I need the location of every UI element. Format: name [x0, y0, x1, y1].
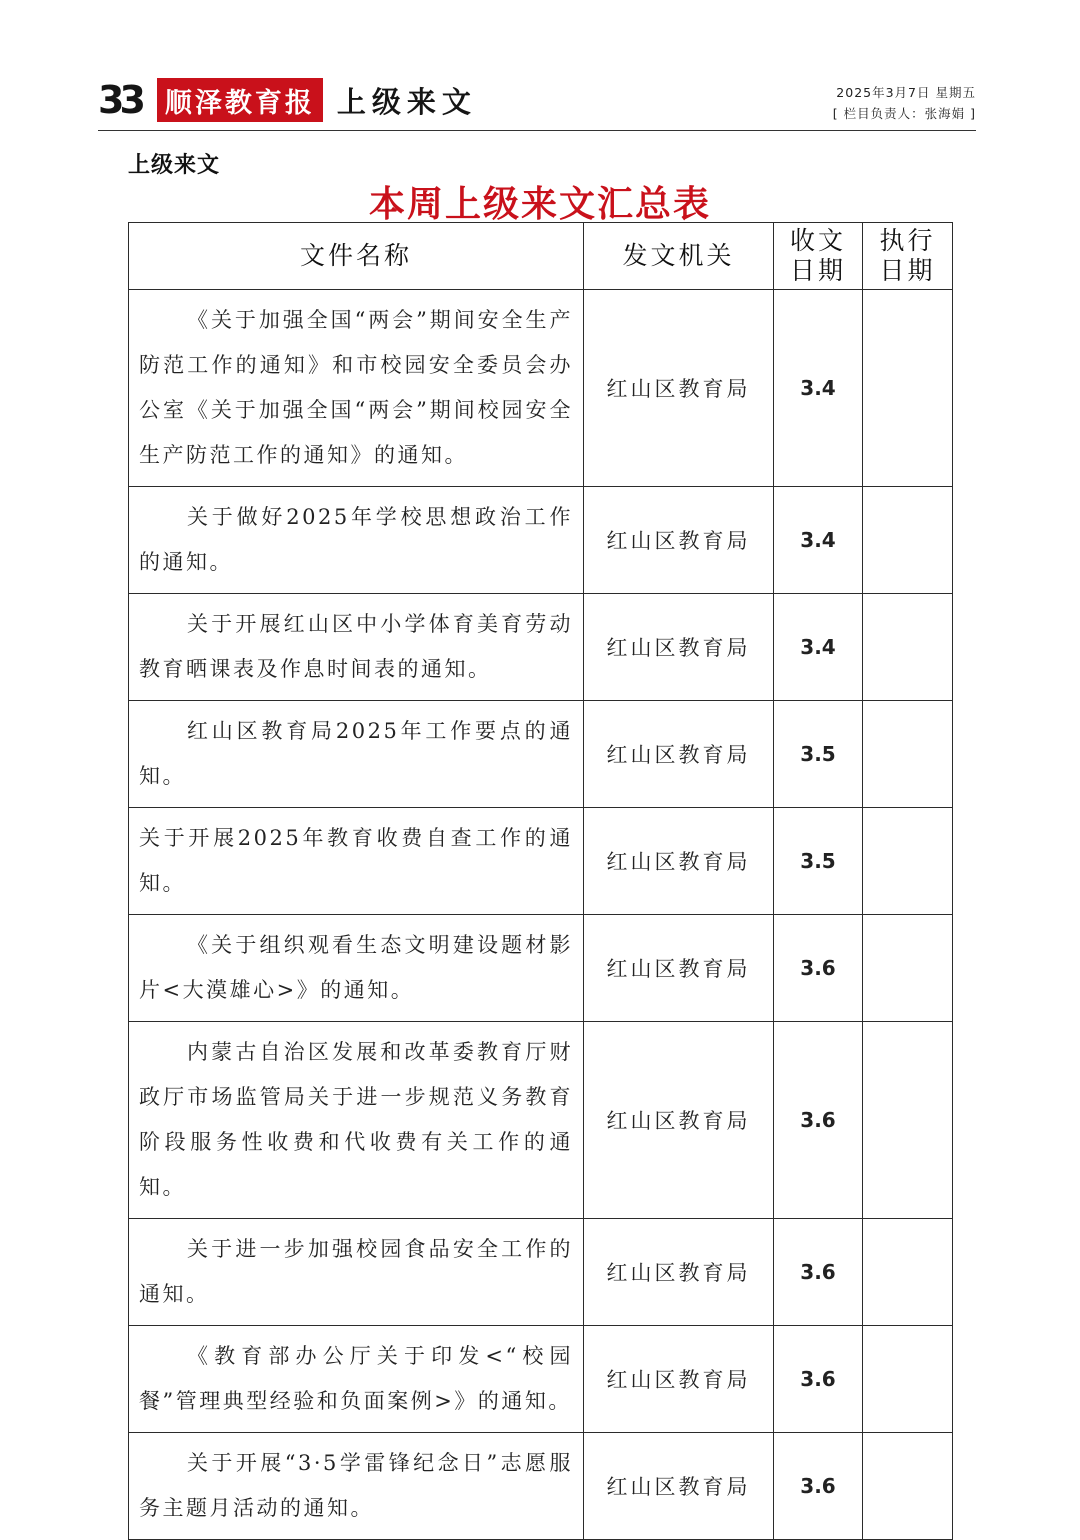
header-info: [833, 82, 976, 124]
exec-date-cell: [863, 915, 953, 1022]
received-date-cell: 3.4: [774, 594, 863, 701]
exec-date-cell: [863, 808, 953, 915]
exec-date-cell: [863, 701, 953, 808]
issuer-cell: 红山区教育局: [584, 290, 774, 487]
table-row: [129, 1433, 953, 1540]
document-name-cell: 内蒙古自治区发展和改革委教育厅财政厅市场监管局关于进一步规范义务教育阶段服务性收费和代收费有关工作的通知。: [129, 1022, 584, 1219]
table-row: [129, 290, 953, 487]
document-name-cell: 关于开展2025年教育收费自查工作的通知。: [129, 808, 584, 915]
table-row: [129, 808, 953, 915]
header-received-date: [774, 223, 863, 290]
document-name-cell: 关于开展“3·5学雷锋纪念日”志愿服务主题月活动的通知。: [129, 1433, 584, 1540]
exec-date-cell: [863, 1022, 953, 1219]
newspaper-logo: 顺泽教育报: [157, 78, 323, 122]
header-exec-date: [863, 223, 953, 290]
header-divider: [98, 130, 976, 131]
table-body: [129, 290, 953, 1540]
header-issuer: 发文机关: [584, 223, 774, 290]
issuer-cell: 红山区教育局: [584, 701, 774, 808]
table-header-row: [129, 223, 953, 290]
exec-date-cell: [863, 1219, 953, 1326]
received-date-cell: 3.6: [774, 1022, 863, 1219]
table-row: [129, 1219, 953, 1326]
exec-date-cell: [863, 1433, 953, 1540]
issuer-cell: 红山区教育局: [584, 915, 774, 1022]
table-row: [129, 1326, 953, 1433]
received-date-cell: 3.6: [774, 1433, 863, 1540]
document-name-cell: 关于进一步加强校园食品安全工作的通知。: [129, 1219, 584, 1326]
page-number: 33: [98, 78, 141, 122]
header-exec-date-line2: 日期: [879, 256, 936, 285]
issuer-cell: 红山区教育局: [584, 487, 774, 594]
table-row: [129, 487, 953, 594]
table-row: [129, 594, 953, 701]
received-date-cell: 3.6: [774, 915, 863, 1022]
document-name-cell: 关于做好2025年学校思想政治工作的通知。: [129, 487, 584, 594]
table-title: 本周上级来文汇总表: [368, 183, 711, 225]
issuer-cell: 红山区教育局: [584, 1433, 774, 1540]
document-name-cell: 《关于组织观看生态文明建设题材影片<大漠雄心>》的通知。: [129, 915, 584, 1022]
exec-date-cell: [863, 290, 953, 487]
received-date-cell: 3.5: [774, 808, 863, 915]
received-date-cell: 3.5: [774, 701, 863, 808]
table-row: [129, 701, 953, 808]
issue-date: 2025年3月7日 星期五: [836, 85, 976, 100]
table-row: [129, 1022, 953, 1219]
table-row: [129, 915, 953, 1022]
received-date-cell: 3.6: [774, 1326, 863, 1433]
section-label: 上级来文: [128, 152, 221, 178]
documents-table: [128, 222, 953, 1540]
header-exec-date-line1: 执行: [879, 226, 936, 255]
received-date-cell: 3.4: [774, 487, 863, 594]
column-editor: [ 栏目负责人：张海娟 ]: [832, 106, 976, 121]
header-received-date-line2: 日期: [789, 256, 846, 285]
exec-date-cell: [863, 487, 953, 594]
issuer-cell: 红山区教育局: [584, 1219, 774, 1326]
document-name-cell: 《教育部办公厅关于印发<“校园餐”管理典型经验和负面案例>》的通知。: [129, 1326, 584, 1433]
header-doc-name: 文件名称: [129, 223, 584, 290]
masthead: [98, 78, 477, 122]
header-received-date-line1: 收文: [789, 226, 846, 255]
document-name-cell: 《关于加强全国“两会”期间安全生产防范工作的通知》和市校园安全委员会办公室《关于加强全国“两会”期间校园安全生产防范工作的通知》的通知。: [129, 290, 584, 487]
exec-date-cell: [863, 594, 953, 701]
exec-date-cell: [863, 1326, 953, 1433]
column-name: 上级来文: [336, 84, 477, 119]
issuer-cell: 红山区教育局: [584, 1022, 774, 1219]
issuer-cell: 红山区教育局: [584, 1326, 774, 1433]
issuer-cell: 红山区教育局: [584, 594, 774, 701]
document-name-cell: 关于开展红山区中小学体育美育劳动教育晒课表及作息时间表的通知。: [129, 594, 584, 701]
document-name-cell: 红山区教育局2025年工作要点的通知。: [129, 701, 584, 808]
issuer-cell: 红山区教育局: [584, 808, 774, 915]
received-date-cell: 3.6: [774, 1219, 863, 1326]
received-date-cell: 3.4: [774, 290, 863, 487]
